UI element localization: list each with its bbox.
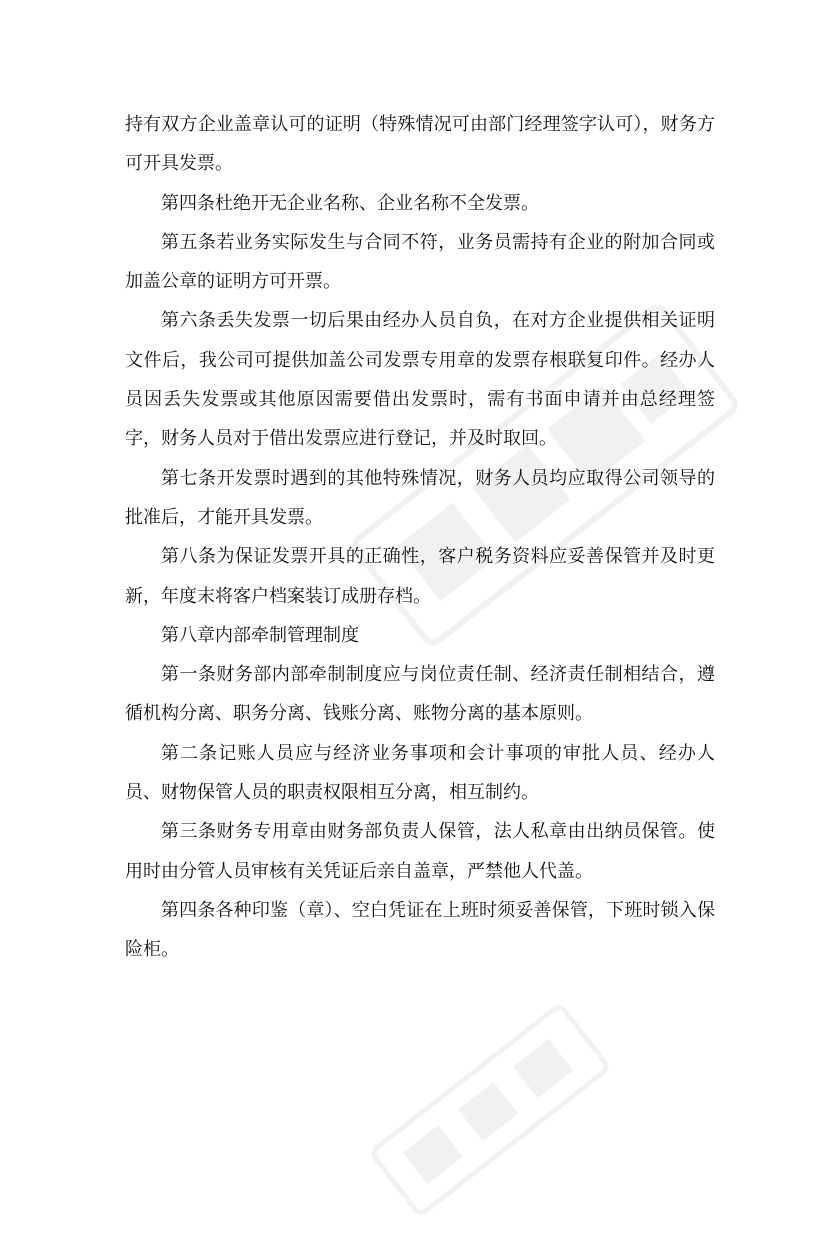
paragraph-3: 第五条若业务实际发生与合同不符，业务员需持有企业的附加合同或加盖公章的证明方可开票。 (125, 231, 715, 293)
paragraph-10: 第三条财务专用章由财务部负责人保管，法人私章由出纳员保管。使用时由分管人员审核有关凭证后亲自盖章，严禁他人代盖。 (125, 821, 715, 882)
paragraph-1: 持有双方企业盖章认可的证明（特殊情况可由部门经理签字认可），财务方可开具发票。 (125, 114, 715, 175)
chapter-heading: 第八章内部牵制管理制度 (161, 624, 359, 646)
paragraph-5: 第七条开发票时遇到的其他特殊情况，财务人员均应取得公司领导的批准后，才能开具发票。 (125, 467, 715, 528)
paragraph-6: 第八条为保证发票开具的正确性，客户税务资料应妥善保管并及时更新，年度末将客户档案装订成册存档。 (125, 546, 715, 607)
paragraph-2: 第四条杜绝开无企业名称、企业名称不全发票。 (161, 192, 539, 214)
paragraph-4: 第六条丢失发票一切后果由经办人员自负，在对方企业提供相关证明文件后，我公司可提供加盖公司发票专用章的发票存根联复印件。经办人员因丢失发票或其他原因需要借出发票时，需有书面申请并由总经理签字，财务人员对于借出发票应进行登记，并及时取回。 (125, 310, 715, 450)
document-body (125, 105, 715, 970)
paragraph-9: 第二条记账人员应与经济业务事项和会计事项的审批人员、经办人员、财物保管人员的职责权限相互分离，相互制约。 (125, 742, 715, 804)
watermark-logo-icon-bottom (338, 967, 641, 1253)
paragraph-11: 第四条各种印鉴（章）、空白凭证在上班时须妥善保管，下班时锁入保险柜。 (125, 899, 715, 961)
paragraph-8: 第一条财务部内部牵制制度应与岗位责任制、经济责任制相结合，遵循机构分离、职务分离、钱账分离、账物分离的基本原则。 (125, 664, 715, 725)
